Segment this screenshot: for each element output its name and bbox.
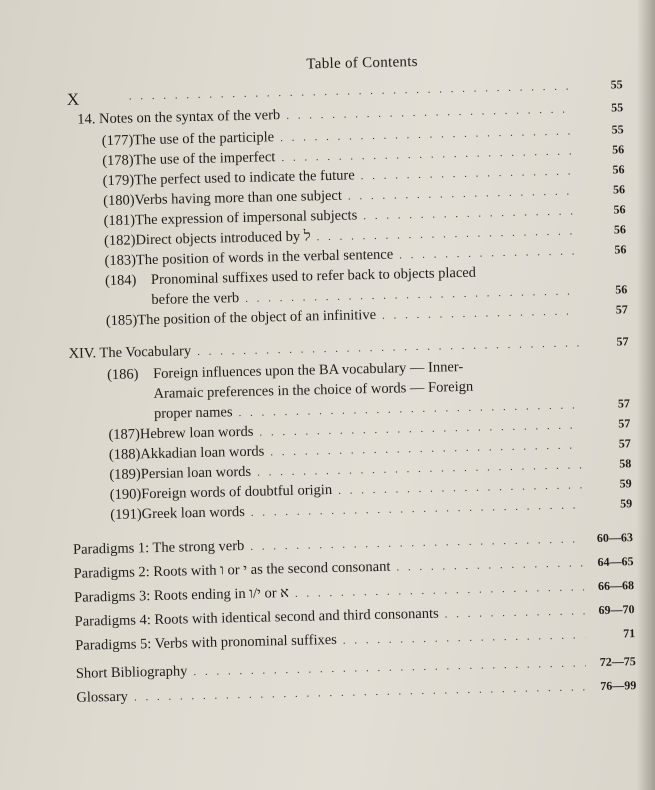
page-number: X	[66, 89, 80, 109]
toc-entry-185: (185) The position of the object of an infinitive . . . 57	[106, 301, 628, 331]
toc-paradigms-2: Paradigms 2: Roots with ו or י as the second consonant . . . 64—65	[73, 553, 633, 584]
section-title: 14. Notes on the syntax of the verb	[77, 107, 281, 128]
toc-page: 55	[610, 77, 623, 92]
toc-paradigms-3: Paradigms 3: Roots ending in י/ו or א . . . 66—68	[74, 577, 634, 608]
toc-entry-186-cont1: Aramaic preferences in the choice of words — Foreign	[153, 378, 474, 403]
toc-entry-184: (184) Pronominal suffixes used to refer back to objects placed	[104, 264, 477, 290]
toc-page: 57	[616, 334, 629, 349]
toc-entry-179: (179) The perfect used to indicate the future . . . 56	[103, 161, 625, 191]
toc-entry-177: (177) The use of the participle . . . 55	[102, 121, 624, 151]
toc-entry-190: (190) Foreign words of doubtful origin . . . 59	[110, 475, 632, 505]
toc-paradigms-1: Paradigms 1: The strong verb . . . 60—63	[73, 529, 633, 560]
toc-entry-186-cont2: proper names . . . 57	[154, 395, 630, 424]
toc-entry-187: (187) Hebrew loan words . . . 57	[108, 415, 630, 445]
toc-entry-188: (188) Akkadian loan words . . . 57	[109, 435, 631, 465]
toc-entry-181: (181) The expression of impersonal subjects . . . 56	[103, 201, 625, 231]
toc-entry-178: (178) The use of the imperfect . . . 56	[102, 141, 624, 171]
toc-page: 55	[611, 100, 624, 115]
page-edge-shadow	[637, 0, 655, 790]
toc-entry-186: (186) Foreign influences upon the BA vocabulary — Inner-	[106, 358, 464, 384]
toc-entry-191: (191) Greek loan words . . . 59	[110, 495, 632, 525]
toc-entry-183: (183) The position of words in the verbal sentence . . . 56	[104, 241, 626, 271]
toc-content	[62, 49, 637, 706]
toc-entry-184-cont: before the verb . . . 56	[151, 281, 627, 310]
toc-entry-182: (182) Direct objects introduced by ל . . . 56	[104, 221, 626, 251]
toc-entry-189: (189) Persian loan words . . . 58	[109, 455, 631, 485]
section-title: XIV. The Vocabulary	[68, 343, 192, 362]
toc-paradigms-5: Paradigms 5: Verbs with pronominal suffixes . . . 71	[75, 625, 635, 656]
toc-glossary: Glossary . . . 76—99	[76, 677, 636, 708]
toc-entry-180: (180) Verbs having more than one subject . . . 56	[103, 181, 625, 211]
toc-bibliography: Short Bibliography . . . 72—75	[76, 653, 636, 684]
toc-paradigms-4: Paradigms 4: Roots with identical second and third consonants . . . 69—70	[75, 601, 635, 632]
page-header: Table of Contents	[306, 53, 419, 73]
